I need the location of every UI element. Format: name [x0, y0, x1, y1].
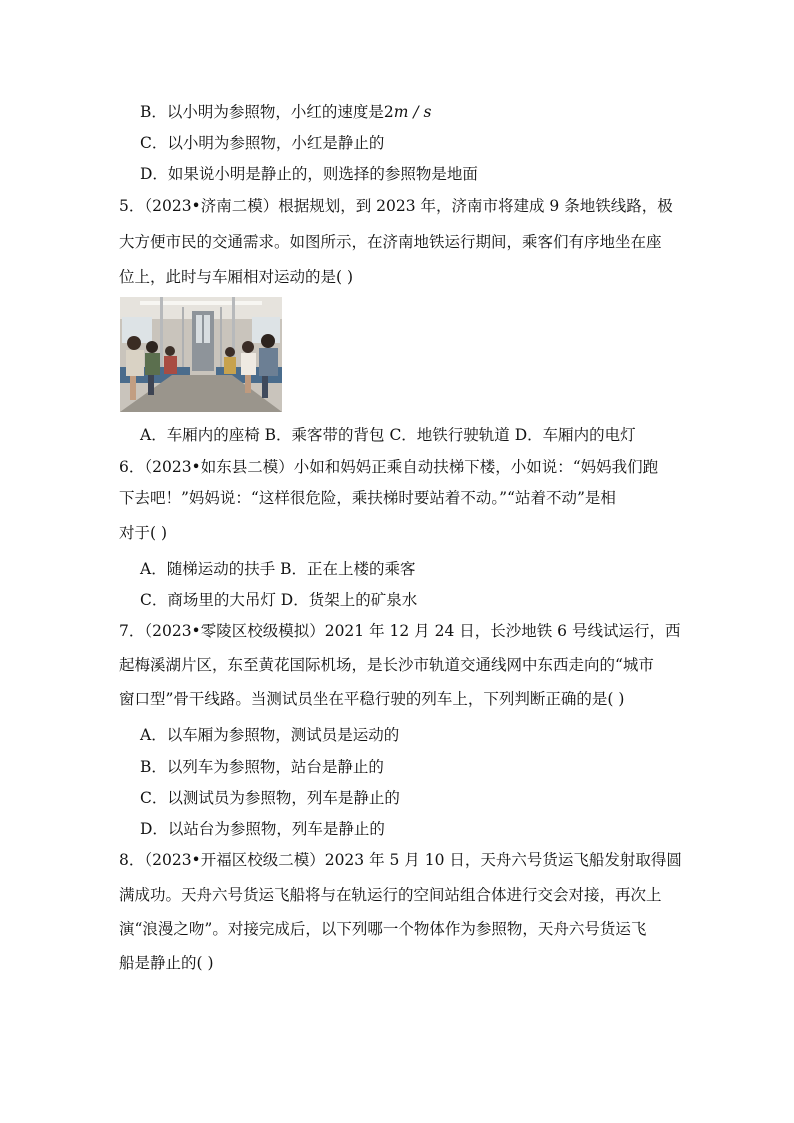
subway-carriage-photo: [120, 297, 282, 412]
q4-option-d: D．如果说小明是静止的，则选择的参照物是地面: [140, 165, 478, 183]
q4-option-c: C．以小明为参照物，小红是静止的: [140, 134, 385, 152]
q4-option-b-unit: m / s: [393, 103, 432, 121]
q7-option-d: D．以站台为参照物，列车是静止的: [140, 820, 385, 838]
q5-options: A．车厢内的座椅 B．乘客带的背包 C．地铁行驶轨道 D．车厢内的电灯: [140, 426, 636, 444]
q4-option-b: [140, 102, 432, 122]
q7-stem-line-1: 7．（2023•零陵区校级模拟）2021 年 12 月 24 日，长沙地铁 6 号线试运行，西: [119, 622, 681, 640]
q8-stem-line-4: 船是静止的( ): [119, 954, 214, 972]
q6-options-row-1: A．随梯运动的扶手 B．正在上楼的乘客: [140, 560, 416, 578]
q5-stem-line-2: 大方便市民的交通需求。如图所示，在济南地铁运行期间，乘客们有序地坐在座: [119, 233, 662, 251]
q6-stem-line-3: 对于( ): [119, 524, 168, 542]
q8-stem-line-1: 8．（2023•开福区校级二模）2023 年 5 月 10 日，天舟六号货运飞船发射取得圆: [119, 851, 682, 869]
q7-stem-line-2: 起梅溪湖片区，东至黄花国际机场，是长沙市轨道交通线网中东西走向的“城市: [119, 656, 654, 674]
q5-stem-line-3: 位上，此时与车厢相对运动的是( ): [119, 268, 354, 286]
q7-option-c: C．以测试员为参照物，列车是静止的: [140, 789, 400, 807]
q6-options-row-2: C．商场里的大吊灯 D．货架上的矿泉水: [140, 591, 418, 609]
q6-stem-line-2: 下去吧！”妈妈说：“这样很危险，乘扶梯时要站着不动。”“站着不动”是相: [119, 489, 616, 507]
q4-option-b-value: 2: [383, 103, 394, 121]
q7-stem-line-3: 窗口型”骨干线路。当测试员坐在平稳行驶的列车上，下列判断正确的是( ): [119, 690, 625, 708]
q7-option-b: B．以列车为参照物，站台是静止的: [140, 758, 384, 776]
q6-stem-line-1: 6．（2023•如东县二模）小如和妈妈正乘自动扶梯下楼，小如说：“妈妈我们跑: [119, 458, 659, 476]
q8-stem-line-3: 演“浪漫之吻”。对接完成后，以下列哪一个物体作为参照物，天舟六号货运飞: [119, 920, 647, 938]
q4-option-b-text: B．以小明为参照物，小红的速度是: [140, 103, 384, 121]
q5-stem-line-1: 5．（2023•济南二模）根据规划，到 2023 年，济南市将建成 9 条地铁线路，极: [119, 197, 673, 215]
q7-option-a: A．以车厢为参照物，测试员是运动的: [140, 726, 400, 744]
q8-stem-line-2: 满成功。天舟六号货运飞船将与在轨运行的空间站组合体进行交会对接，再次上: [119, 886, 662, 904]
